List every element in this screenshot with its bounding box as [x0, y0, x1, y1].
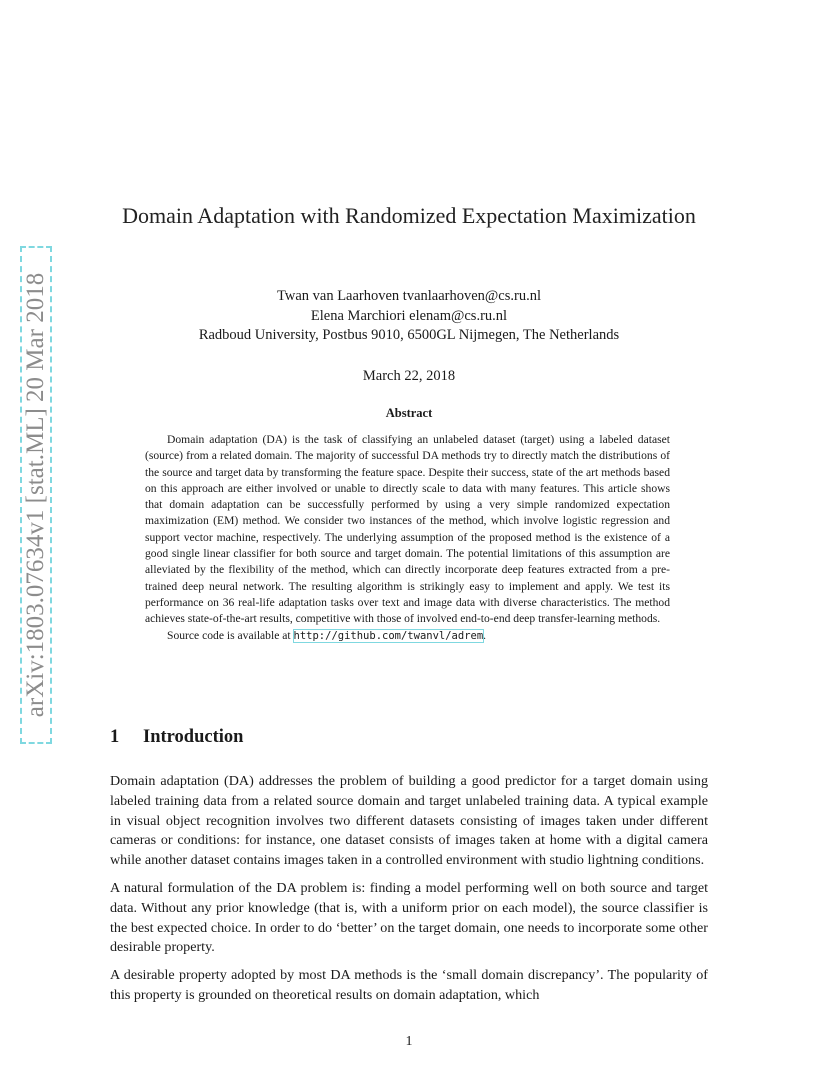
body-paragraph: Domain adaptation (DA) addresses the problem of building a good predictor for a target domain using labeled training data from a related source domain and target unlabeled training data. A typical example in visual object recognition involves two different datasets consisting of images taken under different cameras or conditions: for instance, one dataset consists of images taken at home with a digital camera while another dataset contains images taken in a controlled environment with studio lightning conditions. [110, 773, 708, 869]
page-number: 1 [405, 1034, 413, 1049]
source-code-line [145, 628, 670, 644]
source-code-link[interactable]: http://github.com/twanvl/adrem [293, 629, 484, 642]
body-paragraph: A desirable property adopted by most DA methods is the ‘small domain discrepancy’. The popularity of this property is grounded on theoretical results on domain adaptation, which [110, 967, 708, 1003]
paper-date: March 22, 2018 [362, 368, 456, 384]
section-heading [110, 727, 243, 748]
section-number: 1 [110, 727, 120, 747]
author-block [110, 287, 708, 346]
affiliation-line: Radboud University, Postbus 9010, 6500GL Nijmegen, The Netherlands [198, 327, 620, 343]
section-title: Introduction [143, 727, 244, 747]
arxiv-identifier: arXiv:1803.07634v1 [stat.ML] 20 Mar 2018 [22, 272, 49, 718]
paper-title: Domain Adaptation with Randomized Expectation Maximization [122, 203, 696, 228]
arxiv-stamp [20, 246, 52, 744]
abstract-heading: Abstract [385, 406, 433, 420]
author-line: Elena Marchiori elenam@cs.ru.nl [310, 307, 508, 324]
abstract-body [145, 432, 670, 644]
source-code-suffix: . [483, 628, 487, 642]
author-line: Twan van Laarhoven tvanlaarhoven@cs.ru.nl [277, 288, 541, 304]
section-body [110, 772, 708, 1014]
source-code-prefix: Source code is available at [167, 628, 294, 642]
body-paragraph: A natural formulation of the DA problem is: finding a model performing well on both source and target data. Without any prior knowledge (that is, with a uniform prior on each model), the source classifier is the best expected choice. In order to do ‘better’ on the target domain, one needs to incorporate some other desirable property. [110, 879, 708, 956]
abstract-paragraph: Domain adaptation (DA) is the task of classifying an unlabeled dataset (target) using a labeled dataset (source) from a related domain. The majority of successful DA methods try to directly match the distributions of the source and target data by transforming the feature space. Despite their success, state of the art methods based on this approach are either involved or unable to directly scale to data with many features. This article shows that domain adaptation can be successfully performed by using a very simple randomized expectation maximization (EM) method. We consider two instances of the method, which involve logistic regression and support vector machine, respectively. The underlying assumption of the proposed method is the existence of a good single linear classifier for both source and target domain. The potential limitations of this assumption are alleviated by the flexibility of the method, which can directly incorporate deep features extracted from a pre-trained deep neural network. The resulting algorithm is strikingly easy to implement and apply. We test its performance on 36 real-life adaptation tasks over text and image data with diverse characteristics. The method achieves state-of-the-art results, competitive with those of involved end-to-end deep transfer-learning methods. [145, 433, 670, 626]
